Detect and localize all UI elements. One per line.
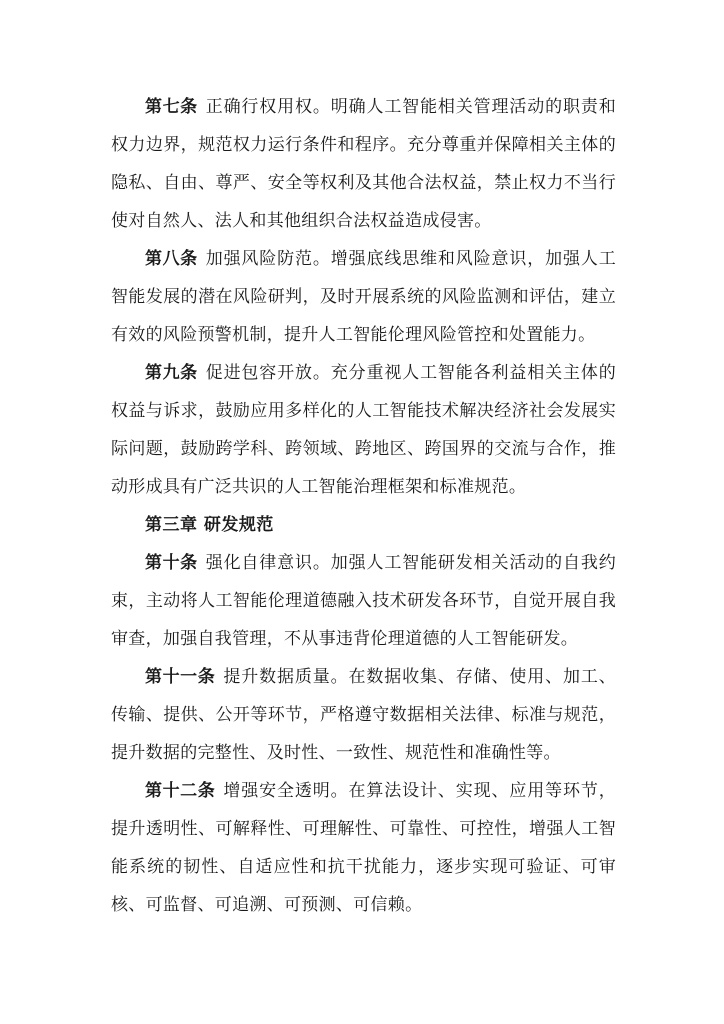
article-8 [111, 240, 616, 354]
article-label: 第八条 [145, 249, 198, 269]
article-text: 增强安全透明。在算法设计、实现、应用等环节，提升透明性、可解释性、可理解性、可靠性、可控性，增强人工智能系统的韧性、自适应性和抗干扰能力，逐步实现可验证、可审核、可监督、可追溯、可预测、可信赖。 [111, 781, 616, 915]
article-12 [111, 772, 616, 924]
article-7 [111, 88, 616, 240]
document-body [111, 88, 616, 924]
article-label: 第十二条 [145, 781, 216, 801]
article-text: 正确行权用权。明确人工智能相关管理活动的职责和权力边界，规范权力运行条件和程序。充分尊重并保障相关主体的隐私、自由、尊严、安全等权利及其他合法权益，禁止权力不当行使对自然人、法人和其他组织合法权益造成侵害。 [111, 97, 617, 231]
article-11 [111, 658, 616, 772]
article-label: 第九条 [145, 363, 198, 383]
article-text: 促进包容开放。充分重视人工智能各利益相关主体的权益与诉求，鼓励应用多样化的人工智能技术解决经济社会发展实际问题，鼓励跨学科、跨领域、跨地区、跨国界的交流与合作，推动形成具有广泛共识的人工智能治理框架和标准规范。 [111, 363, 617, 497]
article-label: 第十条 [145, 553, 198, 573]
article-10 [111, 544, 616, 658]
article-label: 第十一条 [145, 667, 216, 687]
chapter-heading: 第三章 研发规范 [145, 515, 274, 535]
article-text: 提升数据质量。在数据收集、存储、使用、加工、传输、提供、公开等环节，严格遵守数据相关法律、标准与规范，提升数据的完整性、及时性、一致性、规范性和准确性等。 [111, 667, 616, 763]
article-label: 第七条 [145, 97, 198, 117]
article-text: 强化自律意识。加强人工智能研发相关活动的自我约束，主动将人工智能伦理道德融入技术研发各环节，自觉开展自我审查，加强自我管理，不从事违背伦理道德的人工智能研发。 [111, 553, 617, 649]
article-text: 加强风险防范。增强底线思维和风险意识，加强人工智能发展的潜在风险研判，及时开展系统的风险监测和评估，建立有效的风险预警机制，提升人工智能伦理风险管控和处置能力。 [111, 249, 617, 345]
article-9 [111, 354, 616, 506]
